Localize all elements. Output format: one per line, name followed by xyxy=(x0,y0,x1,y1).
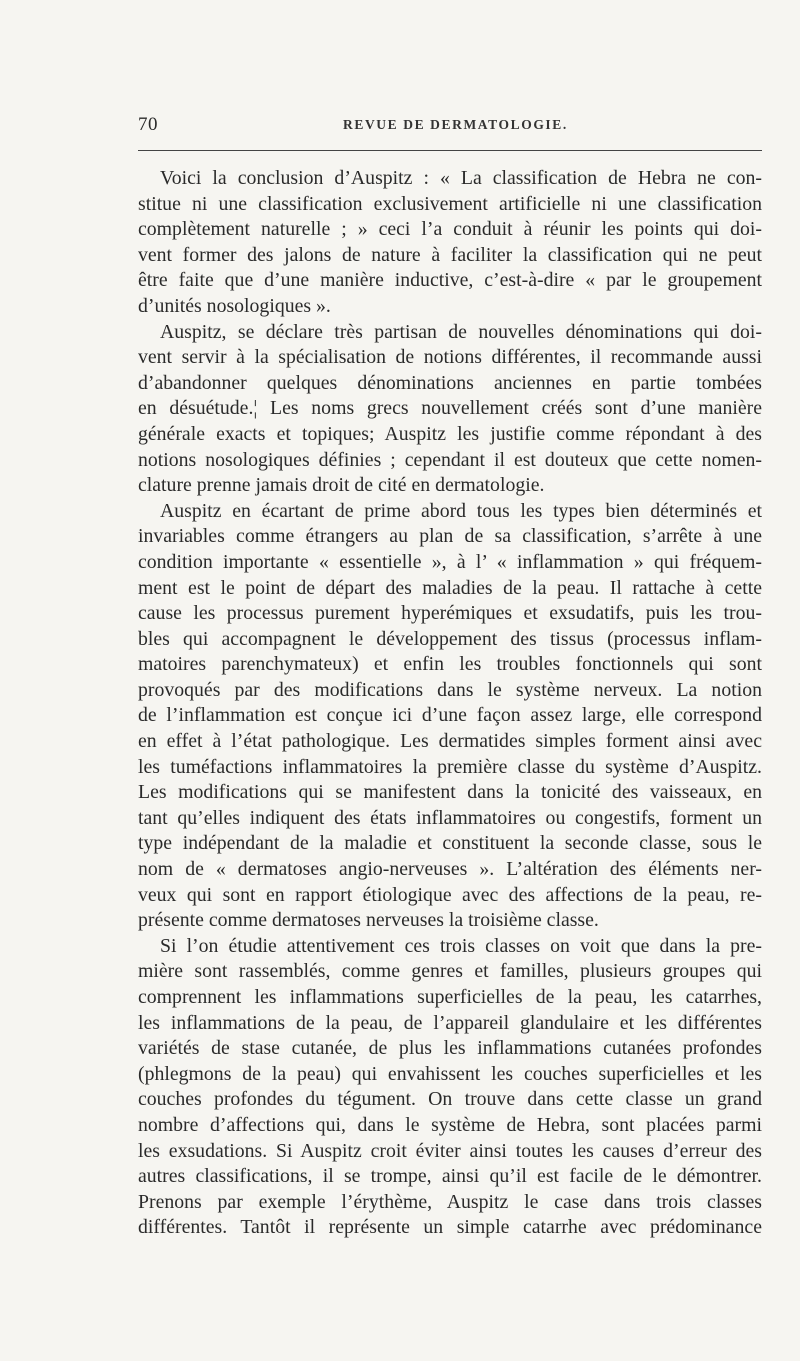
text-line: les exsudations. Si Auspitz croit éviter ainsi toutes les causes d’erreur des xyxy=(138,1139,762,1162)
header-rule xyxy=(138,150,762,151)
text-line: en effet à l’état pathologique. Les dermatides simples forment ainsi avec xyxy=(138,730,762,753)
text-line: en désuétude.¦ Les noms grecs nouvellement créés sont d’une manière xyxy=(138,397,762,420)
text-line: nombre d’affections qui, dans le système de Hebra, sont placées parmi xyxy=(138,1113,762,1136)
text-line: clature prenne jamais droit de cité en dermatologie. xyxy=(138,474,545,497)
text-line: bles qui accompagnent le développement des tissus (processus inflam- xyxy=(138,627,762,650)
text-line: stitue ni une classification exclusivement artificielle ni une classification xyxy=(138,192,762,215)
text-line: type indépendant de la maladie et constituent la seconde classe, sous le xyxy=(138,832,762,855)
text-line: veux qui sont en rapport étiologique avec des affections de la peau, re- xyxy=(138,883,762,906)
text-line: condition importante « essentielle », à l’ « inflammation » qui fréquem- xyxy=(138,550,762,573)
text-line: Auspitz, se déclare très partisan de nouvelles dénominations qui doi- xyxy=(160,320,762,343)
text-line: mière sont rassemblés, comme genres et familles, plusieurs groupes qui xyxy=(138,960,762,983)
text-line: différentes. Tantôt il représente un simple catarrhe avec prédominance xyxy=(138,1216,762,1239)
text-line: complètement naturelle ; » ceci l’a conduit à réunir les points qui doi- xyxy=(138,218,762,241)
text-line: d’abandonner quelques dénominations anciennes en partie tombées xyxy=(138,371,762,394)
text-line: tant qu’elles indiquent des états inflammatoires ou congestifs, forment un xyxy=(138,806,762,829)
text-line: vent servir à la spécialisation de notions différentes, il recommande aussi xyxy=(138,346,762,369)
text-line: comprennent les inflammations superficielles de la peau, les catarrhes, xyxy=(138,986,762,1008)
page-number: 70 xyxy=(138,114,158,135)
text-line: notions nosologiques définies ; cependant il est douteux que cette nomen- xyxy=(138,448,762,471)
text-line: générale exacts et topiques; Auspitz les justifie comme répondant à des xyxy=(138,422,762,445)
page-header xyxy=(138,114,762,138)
text-line: (phlegmons de la peau) qui envahissent les couches superficielles et les xyxy=(138,1062,762,1085)
text-line: vent former des jalons de nature à faciliter la classification qui ne peut xyxy=(138,243,762,266)
text-line: couches profondes du tégument. On trouve dans cette classe un grand xyxy=(138,1088,762,1111)
text-line: Voici la conclusion d’Auspitz : « La classification de Hebra ne con- xyxy=(160,167,762,189)
text-line: variétés de stase cutanée, de plus les inflammations cutanées profondes xyxy=(138,1037,762,1060)
text-line: les inflammations de la peau, de l’appareil glandulaire et les différentes xyxy=(138,1011,762,1034)
text-line: les tuméfactions inflammatoires la première classe du système d’Auspitz. xyxy=(138,755,762,778)
text-line: provoqués par des modifications dans le système nerveux. La notion xyxy=(138,678,762,701)
text-line: nom de « dermatoses angio-nerveuses ». L’altération des éléments ner- xyxy=(138,858,762,881)
text-line: de l’inflammation est conçue ici d’une façon assez large, elle correspond xyxy=(138,704,762,727)
text-line: Si l’on étudie attentivement ces trois classes on voit que dans la pre- xyxy=(160,934,762,957)
text-line: Auspitz en écartant de prime abord tous les types bien déterminés et xyxy=(160,499,762,522)
text-line: autres classifications, il se trompe, ainsi qu’il est facile de le démontrer. xyxy=(138,1165,762,1188)
text-line: cause les processus purement hyperémiques et exsudatifs, puis les trou- xyxy=(138,602,762,625)
running-head: REVUE DE DERMATOLOGIE. xyxy=(343,117,568,132)
text-line: invariables comme étrangers au plan de sa classification, s’arrête à une xyxy=(138,525,762,548)
text-line: être faite que d’une manière inductive, c’est-à-dire « par le groupement xyxy=(138,269,762,292)
text-line: présente comme dermatoses nerveuses la troisième classe. xyxy=(138,909,599,932)
body-text xyxy=(138,166,762,1241)
text-line: matoires parenchymateux) et enfin les troubles fonctionnels qui sont xyxy=(138,653,762,676)
text-line: ment est le point de départ des maladies de la peau. Il rattache à cette xyxy=(138,576,762,599)
text-line: Les modifications qui se manifestent dans la tonicité des vaisseaux, en xyxy=(138,781,762,804)
text-line: Prenons par exemple l’érythème, Auspitz le case dans trois classes xyxy=(138,1190,762,1213)
text-line: d’unités nosologiques ». xyxy=(138,294,331,317)
